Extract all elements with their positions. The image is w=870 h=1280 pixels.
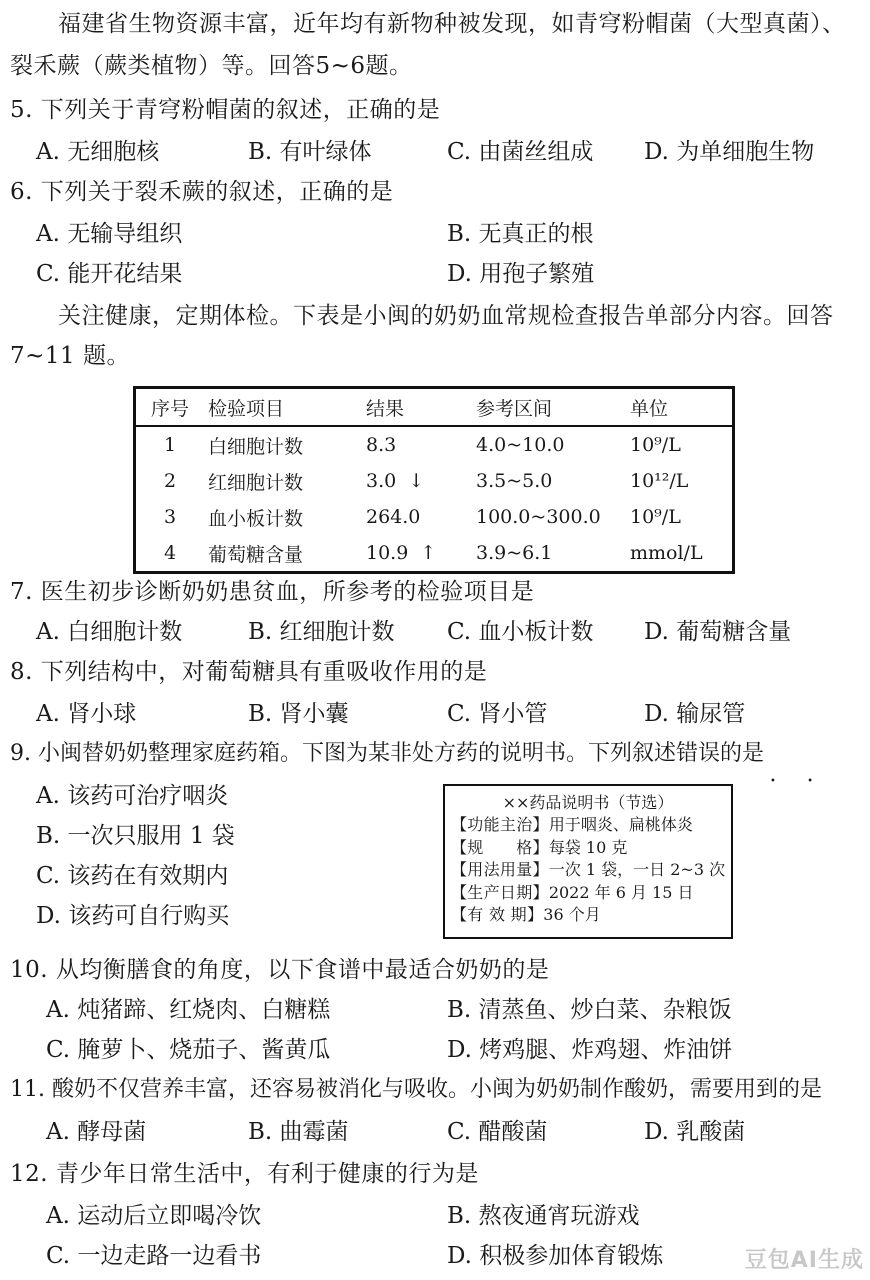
- q5-option-b: B. 有叶绿体: [248, 139, 372, 165]
- q5-option-c: C. 由菌丝组成: [447, 139, 594, 165]
- drug-value: 36 个月: [543, 905, 601, 924]
- cell-no: 2: [163, 470, 177, 492]
- q11-option-a: A. 酵母菌: [46, 1119, 147, 1145]
- cell-range: 4.0~10.0: [476, 434, 565, 456]
- drug-title: ××药品说明书（节选）: [502, 793, 674, 812]
- intro-7-11-line2: 7~11 题。: [10, 343, 130, 369]
- drug-value: 2022 年 6 月 15 日: [548, 882, 694, 902]
- intro-5-6-line2: 裂禾蕨（蕨类植物）等。回答5~6题。: [10, 53, 413, 79]
- header-item: 检验项目: [208, 397, 285, 420]
- q6-option-b: B. 无真正的根: [447, 221, 594, 247]
- q7-option-b: B. 红细胞计数: [248, 619, 395, 645]
- q12-option-b: B. 熬夜通宵玩游戏: [447, 1203, 640, 1229]
- result-value: 10.9: [366, 542, 409, 564]
- q9-option-a: A. 该药可治疗咽炎: [36, 783, 229, 809]
- table-row: [135, 535, 734, 573]
- q8-option-d: D. 输尿管: [644, 701, 746, 727]
- q6-option-a: A. 无输导组织: [36, 221, 183, 247]
- cell-result: [362, 499, 472, 535]
- q6-stem: 6. 下列关于裂禾蕨的叙述，正确的是: [10, 179, 394, 205]
- q5-option-a: A. 无细胞核: [36, 139, 160, 165]
- drug-key: 【生产日期】: [451, 882, 549, 902]
- q11-stem: 11. 酸奶不仅营养丰富，还容易被消化与吸收。小闽为奶奶制作酸奶，需要用到的是: [10, 1077, 822, 1102]
- drug-row: [451, 814, 731, 837]
- intro-5-6-line1: 福建省生物资源丰富，近年均有新物种被发现，如青穹粉帽菌（大型真菌）、: [58, 11, 846, 37]
- drug-key: 【有 效 期】: [451, 905, 544, 924]
- q7-option-a: A. 白细胞计数: [36, 619, 183, 645]
- q8-option-a: A. 肾小球: [36, 701, 137, 727]
- q10-option-c: C. 腌萝卜、烧茄子、酱黄瓜: [46, 1037, 331, 1063]
- q12-stem: 12. 青少年日常生活中，有利于健康的行为是: [10, 1161, 479, 1187]
- result-value: 264.0: [366, 506, 421, 528]
- cell-range: 100.0~300.0: [476, 506, 601, 528]
- drug-value: 每袋 10 克: [548, 837, 628, 857]
- cell-no: 3: [163, 506, 177, 528]
- cell-result: [362, 426, 472, 463]
- q10-stem: 10. 从均衡膳食的角度，以下食谱中最适合奶奶的是: [10, 957, 550, 983]
- watermark: 豆包AI生成: [744, 1248, 864, 1273]
- q12-option-d: D. 积极参加体育锻炼: [447, 1243, 664, 1269]
- result-value: 3.0: [366, 470, 397, 492]
- drug-row: [451, 882, 731, 905]
- q11-option-d: D. 乳酸菌: [644, 1119, 746, 1145]
- q9-stem: 9. 小闽替奶奶整理家庭药箱。下图为某非处方药的说明书。下列叙述错误的是: [10, 741, 764, 766]
- result-value: 8.3: [366, 434, 397, 456]
- q8-option-b: B. 肾小囊: [248, 701, 349, 727]
- q12-option-a: A. 运动后立即喝冷饮: [46, 1203, 262, 1229]
- q10-option-d: D. 烤鸡腿、炸鸡翅、炸油饼: [447, 1037, 733, 1063]
- header-unit: 单位: [630, 397, 669, 420]
- table-row: [135, 426, 734, 463]
- q8-option-c: C. 肾小管: [447, 701, 548, 727]
- drug-key: 【规 格】: [451, 837, 549, 857]
- q10-option-a: A. 炖猪蹄、红烧肉、白糖糕: [46, 997, 331, 1023]
- table-row: [135, 499, 734, 535]
- drug-value: 用于咽炎、扁桃体炎: [548, 815, 693, 834]
- q8-stem: 8. 下列结构中，对葡萄糖具有重吸收作用的是: [10, 659, 488, 685]
- blood-report-table: [133, 386, 735, 574]
- q9-option-d: D. 该药可自行购买: [36, 903, 230, 929]
- cell-unit: 10⁹/L: [630, 506, 681, 528]
- q9-option-b: B. 一次只服用 1 袋: [36, 823, 235, 849]
- q5-stem: 5. 下列关于青穹粉帽菌的叙述，正确的是: [10, 97, 441, 123]
- down-arrow-icon: ↓: [408, 470, 425, 492]
- q9-option-c: C. 该药在有效期内: [36, 863, 229, 889]
- drug-key: 【用法用量】: [451, 860, 549, 879]
- cell-item: 红细胞计数: [208, 471, 304, 494]
- emphasis-dots: • •: [770, 776, 827, 787]
- drug-value: 一次 1 袋，一日 2~3 次: [548, 860, 726, 879]
- cell-result: [362, 463, 472, 499]
- drug-row: [451, 837, 731, 860]
- cell-no: 1: [163, 434, 177, 456]
- cell-item: 血小板计数: [208, 507, 304, 530]
- q10-option-b: B. 清蒸鱼、炒白菜、杂粮饭: [447, 997, 732, 1023]
- cell-unit: mmol/L: [630, 542, 703, 564]
- drug-row: [451, 859, 731, 882]
- cell-item: 葡萄糖含量: [208, 543, 304, 566]
- drug-key: 【功能主治】: [451, 815, 549, 834]
- up-arrow-icon: ↑: [420, 542, 437, 564]
- q6-option-d: D. 用孢子繁殖: [447, 261, 595, 287]
- cell-result: [362, 535, 472, 573]
- cell-range: 3.9~6.1: [476, 542, 553, 564]
- cell-unit: 10⁹/L: [630, 434, 681, 456]
- header-range: 参考区间: [476, 397, 553, 420]
- table-row: [135, 463, 734, 499]
- cell-unit: 10¹²/L: [630, 470, 689, 492]
- drug-instruction-box: [443, 784, 733, 939]
- q7-option-c: C. 血小板计数: [447, 619, 594, 645]
- q7-stem: 7. 医生初步诊断奶奶患贫血，所参考的检验项目是: [10, 579, 535, 605]
- header-result: 结果: [366, 397, 405, 420]
- q7-option-d: D. 葡萄糖含量: [644, 619, 792, 645]
- cell-item: 白细胞计数: [208, 435, 304, 458]
- table-header-row: [135, 388, 734, 427]
- q11-option-b: B. 曲霉菌: [248, 1119, 349, 1145]
- q12-option-c: C. 一边走路一边看书: [46, 1243, 262, 1269]
- q6-option-c: C. 能开花结果: [36, 261, 183, 287]
- q11-option-c: C. 醋酸菌: [447, 1119, 548, 1145]
- drug-row: [451, 904, 731, 927]
- intro-7-11-line1: 关注健康，定期体检。下表是小闽的奶奶血常规检查报告单部分内容。回答: [58, 303, 834, 329]
- header-no: 序号: [150, 397, 189, 420]
- cell-no: 4: [163, 542, 177, 564]
- q5-option-d: D. 为单细胞生物: [644, 139, 815, 165]
- cell-range: 3.5~5.0: [476, 470, 553, 492]
